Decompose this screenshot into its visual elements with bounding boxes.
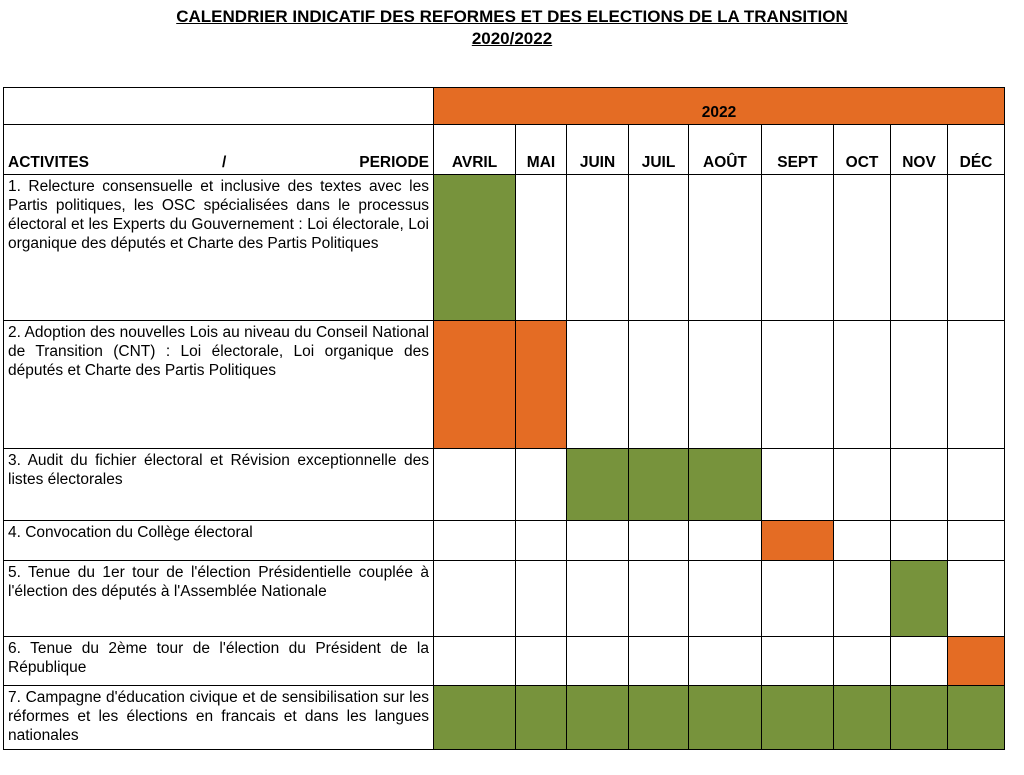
periode-label: PERIODE [359, 154, 429, 171]
schedule-cell-mai [516, 449, 567, 521]
schedule-cell-déc [948, 321, 1005, 449]
schedule-cell-avril [434, 449, 516, 521]
schedule-cell-mai [516, 561, 567, 637]
schedule-table [3, 87, 1005, 750]
schedule-cell-avril [434, 521, 516, 561]
schedule-cell-sept [762, 561, 834, 637]
schedule-cell-juil [629, 321, 689, 449]
schedule-cell-juil [629, 521, 689, 561]
schedule-cell-sept [762, 521, 834, 561]
month-header-4: AOÛT [689, 125, 762, 175]
schedule-cell-oct [834, 686, 891, 750]
page-title: CALENDRIER INDICATIF DES REFORMES ET DES ELECTIONS DE LA TRANSITION [176, 7, 848, 26]
schedule-cell-mai [516, 521, 567, 561]
page-subtitle: 2020/2022 [471, 29, 553, 48]
schedule-cell-sept [762, 175, 834, 321]
schedule-cell-mai [516, 321, 567, 449]
month-header-2: JUIN [567, 125, 629, 175]
month-header-5: SEPT [762, 125, 834, 175]
activity-row [4, 686, 1005, 750]
activity-text: 3. Audit du fichier électoral et Révision exceptionnelle des listes électorales [4, 449, 434, 521]
schedule-cell-juin [567, 321, 629, 449]
schedule-cell-avril [434, 637, 516, 686]
header-blank-cell [4, 88, 434, 125]
schedule-cell-oct [834, 449, 891, 521]
schedule-cell-avril [434, 175, 516, 321]
schedule-cell-nov [891, 686, 948, 750]
schedule-cell-mai [516, 637, 567, 686]
month-header-3: JUIL [629, 125, 689, 175]
schedule-cell-déc [948, 686, 1005, 750]
schedule-cell-mai [516, 686, 567, 750]
schedule-cell-août [689, 561, 762, 637]
schedule-cell-juin [567, 686, 629, 750]
month-header-7: NOV [891, 125, 948, 175]
month-header-1: MAI [516, 125, 567, 175]
activity-period-header [4, 125, 434, 175]
schedule-cell-août [689, 686, 762, 750]
month-header-8: DÉC [948, 125, 1005, 175]
schedule-cell-avril [434, 561, 516, 637]
schedule-cell-nov [891, 561, 948, 637]
schedule-cell-déc [948, 449, 1005, 521]
schedule-cell-avril [434, 686, 516, 750]
schedule-cell-sept [762, 637, 834, 686]
schedule-cell-déc [948, 637, 1005, 686]
schedule-cell-août [689, 175, 762, 321]
activity-text: 6. Tenue du 2ème tour de l'élection du Président de la République [4, 637, 434, 686]
schedule-cell-mai [516, 175, 567, 321]
schedule-cell-oct [834, 561, 891, 637]
schedule-cell-déc [948, 175, 1005, 321]
schedule-cell-juil [629, 449, 689, 521]
activity-text: 1. Relecture consensuelle et inclusive des textes avec les Partis politiques, les OSC spécialisées dans le processus électoral et les Experts du Gouvernement : Loi électorale, Loi organique des députés et Charte des Partis Politiques [4, 175, 434, 321]
schedule-cell-juil [629, 175, 689, 321]
schedule-cell-juin [567, 637, 629, 686]
schedule-cell-sept [762, 686, 834, 750]
activity-row [4, 449, 1005, 521]
month-header-6: OCT [834, 125, 891, 175]
year-header: 2022 [434, 88, 1005, 125]
schedule-cell-avril [434, 321, 516, 449]
schedule-cell-juin [567, 521, 629, 561]
schedule-cell-oct [834, 175, 891, 321]
schedule-cell-nov [891, 521, 948, 561]
activity-row [4, 521, 1005, 561]
activity-text: 4. Convocation du Collège électoral [4, 521, 434, 561]
header-separator: / [221, 154, 227, 171]
month-header-0: AVRIL [434, 125, 516, 175]
schedule-cell-nov [891, 449, 948, 521]
schedule-cell-juil [629, 686, 689, 750]
activity-row [4, 637, 1005, 686]
schedule-cell-août [689, 521, 762, 561]
schedule-cell-déc [948, 521, 1005, 561]
schedule-cell-juil [629, 561, 689, 637]
schedule-cell-oct [834, 637, 891, 686]
activity-text: 7. Campagne d'éducation civique et de sensibilisation sur les réformes et les élections en francais et dans les langues nationales [4, 686, 434, 750]
schedule-cell-juin [567, 449, 629, 521]
schedule-cell-sept [762, 449, 834, 521]
schedule-cell-nov [891, 637, 948, 686]
schedule-cell-oct [834, 521, 891, 561]
schedule-cell-août [689, 449, 762, 521]
schedule-cell-août [689, 321, 762, 449]
schedule-cell-juin [567, 175, 629, 321]
schedule-cell-nov [891, 175, 948, 321]
activity-row [4, 561, 1005, 637]
schedule-cell-nov [891, 321, 948, 449]
schedule-cell-déc [948, 561, 1005, 637]
activity-row [4, 175, 1005, 321]
schedule-cell-oct [834, 321, 891, 449]
schedule-cell-juin [567, 561, 629, 637]
schedule-cell-sept [762, 321, 834, 449]
activity-text: 5. Tenue du 1er tour de l'élection Présidentielle couplée à l'élection des députés à l'Assemblée Nationale [4, 561, 434, 637]
activites-label: ACTIVITES [8, 154, 89, 171]
activity-text: 2. Adoption des nouvelles Lois au niveau du Conseil National de Transition (CNT) : Loi électorale, Loi organique des députés et Charte des Partis Politiques [4, 321, 434, 449]
schedule-cell-août [689, 637, 762, 686]
activity-row [4, 321, 1005, 449]
schedule-cell-juil [629, 637, 689, 686]
